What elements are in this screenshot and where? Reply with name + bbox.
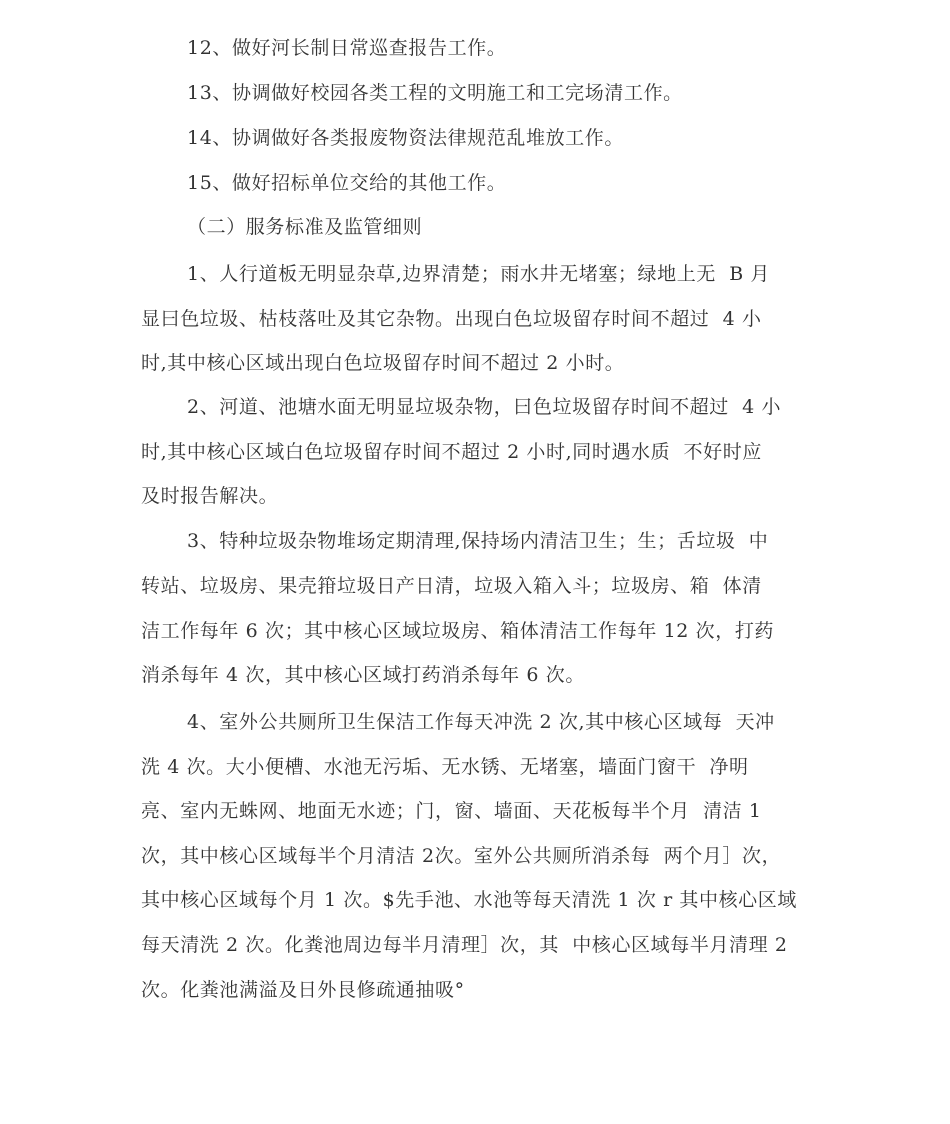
paragraph-3-line-2: 转站、垃圾房、果壳箝垃圾日产日清，垃圾入箱入斗；垃圾房、箱 体清 bbox=[141, 575, 762, 597]
paragraph-4-line-6: 每天清洗 2 次。化粪池周边每半月清理］次，其 中核心区域每半月清理 2 bbox=[141, 934, 788, 956]
paragraph-4-line-7: 次。化粪池满溢及日外艮修疏通抽吸° bbox=[141, 979, 465, 1001]
paragraph-4-line-5: 其中核心区域每个月 1 次。$先手池、水池等每天清洗 1 次 r 其中核心区域 bbox=[141, 889, 797, 911]
list-item-14: 14、协调做好各类报废物资法律规范乱堆放工作。 bbox=[187, 127, 624, 149]
paragraph-4-line-3: 亮、室内无蛛网、地面无水迹；门，窗、墙面、天花板每半个月 清洁 1 bbox=[141, 800, 762, 822]
paragraph-2-line-1: 2、河道、池塘水面无明显垃圾杂物，曰色垃圾留存时间不超过 4 小 bbox=[187, 396, 782, 418]
list-item-15: 15、做好招标单位交给的其他工作。 bbox=[187, 172, 507, 194]
paragraph-3-line-3: 洁工作每年 6 次；其中核心区域垃圾房、箱体清洁工作每年 12 次，打药 bbox=[141, 620, 775, 642]
paragraph-3-line-4: 消杀每年 4 次，其中核心区域打药消杀每年 6 次。 bbox=[141, 664, 585, 686]
section-heading: （二）服务标准及监管细则 bbox=[187, 216, 423, 238]
paragraph-4-line-2: 洗 4 次。大小便槽、水池无污垢、无水锈、无堵塞，墙面门窗干 净明 bbox=[141, 756, 749, 778]
paragraph-3-line-1: 3、特种垃圾杂物堆场定期清理,保持场内清洁卫生；生；舌垃圾 中 bbox=[187, 530, 769, 552]
paragraph-1-line-3: 时,其中核心区域出现白色垃圾留存时间不超过 2 小时。 bbox=[141, 352, 625, 374]
paragraph-4-line-1: 4、室外公共厕所卫生保洁工作每天冲洗 2 次,其中核心区域每 天冲 bbox=[187, 711, 775, 733]
list-item-12: 12、做好河长制日常巡查报告工作。 bbox=[187, 37, 507, 59]
list-item-13: 13、协调做好校园各类工程的文明施工和工完场清工作。 bbox=[187, 82, 683, 104]
paragraph-4-line-4: 次，其中核心区域每半个月清洁 2次。室外公共厕所消杀每 两个月］次， bbox=[141, 845, 782, 867]
paragraph-1-line-2: 显曰色垃圾、枯枝落吐及其它杂物。出现白色垃圾留存时间不超过 4 小 bbox=[141, 308, 762, 330]
paragraph-2-line-2: 时,其中核心区域白色垃圾留存时间不超过 2 小时,同时遇水质 不好时应 bbox=[141, 441, 762, 463]
paragraph-1-line-1: 1、人行道板无明显杂草,边界清楚；雨水井无堵塞；绿地上无 B 月 bbox=[187, 263, 771, 285]
paragraph-2-line-3: 及时报告解决。 bbox=[141, 485, 279, 507]
